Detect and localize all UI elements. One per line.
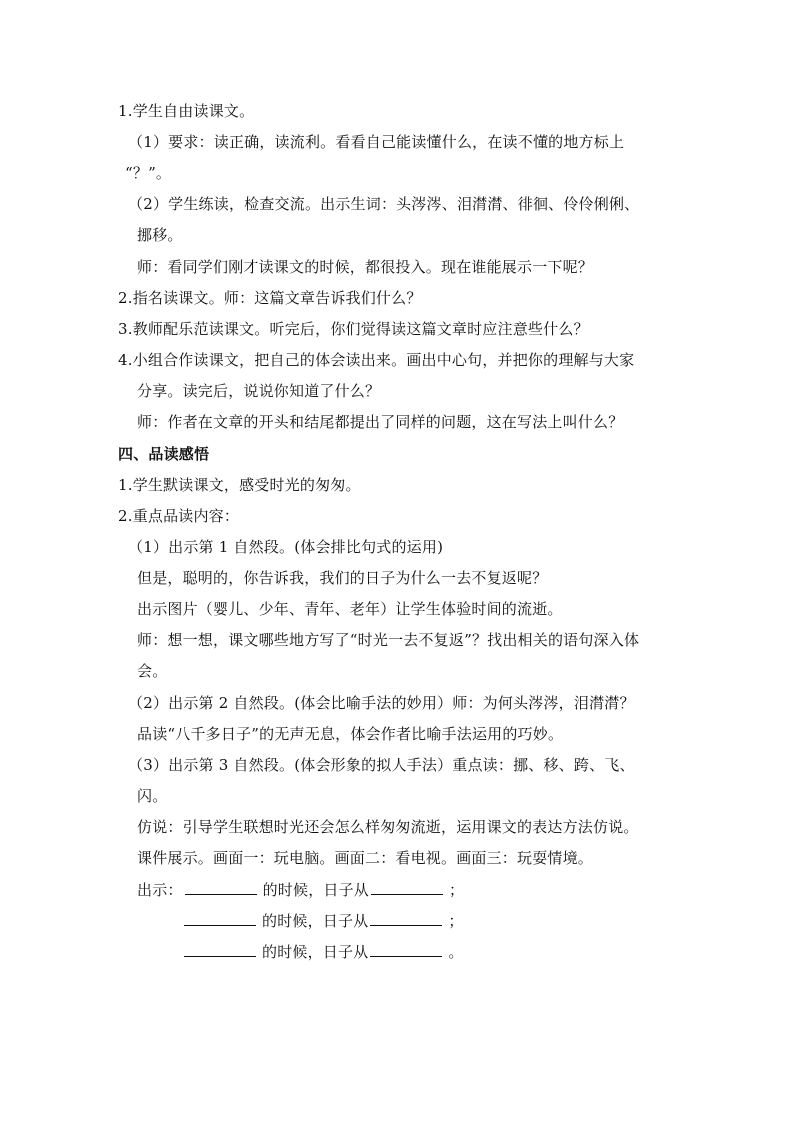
text-line-8: 3.教师配乐范读课文。听完后，你们觉得读这篇文章时应注意些什么？ [118,320,589,338]
text-line-22: （3）出示第 3 自然段。(体会形象的拟人手法）重点读：挪、移、跨、飞、 [128,756,635,774]
text-line-17: 出示图片（婴儿、少年、青年、老年）让学生体验时间的流逝。 [137,600,563,618]
text-line-3: “？”。 [125,164,172,182]
text-line-16: 但是，聪明的，你告诉我，我们的日子为什么一去不复返呢？ [137,569,548,587]
fill-in-middle: 的时候，日子从 [262,912,369,930]
text-line-23: 闪。 [137,787,168,805]
section-heading: 四、品读感悟 [118,445,210,463]
text-line-11: 师：作者在文章的开头和结尾都提出了同样的问题，这在写法上叫什么？ [137,413,624,431]
text-line-14: 2.重点品读内容： [118,507,240,525]
text-line-5: 挪移。 [137,226,183,244]
text-line-18: 师：想一想，课文哪些地方写了“时光一去不复返”？找出相关的语句深入体 [137,631,640,649]
fill-blank[interactable] [184,942,256,957]
text-line-9: 4.小组合作读课文，把自己的体会读出来。画出中心句，并把你的理解与大家 [118,351,635,369]
text-line-20: （2）出示第 2 自然段。(体会比喻手法的妙用）师：为何头涔涔，泪潸潸？ [128,694,635,712]
text-line-13: 1.学生默读课文，感受时光的匆匆。 [118,476,361,494]
fill-blank[interactable] [184,911,256,926]
text-line-25: 课件展示。画面一：玩电脑。画面二：看电视。画面三：玩耍情境。 [137,849,594,867]
text-line-10: 分享。读完后，说说你知道了什么？ [137,382,381,400]
text-line-1: 1.学生自由读课文。 [118,102,255,120]
fill-in-middle: 的时候，日子从 [262,881,370,899]
fill-blank[interactable] [371,880,443,895]
text-line-6: 师：看同学们刚才读课文的时候，都很投入。现在谁能展示一下呢？ [137,258,594,276]
text-line-19: 会。 [137,662,168,680]
text-line-21: 品读“八千多日子”的无声无息，体会作者比喻手法运用的巧妙。 [137,725,564,743]
text-line-24: 仿说：引导学生联想时光还会怎么样匆匆流逝，运用课文的表达方法仿说。 [137,818,639,836]
fill-in-line-2 [182,911,464,931]
fill-blank[interactable] [185,880,257,895]
fill-in-line-3 [182,942,464,962]
fill-in-end: 。 [448,943,464,961]
fill-in-middle: 的时候，日子从 [262,943,369,961]
fill-in-end: ； [448,912,464,930]
fill-in-end: ； [449,881,465,899]
text-line-4: （2）学生练读，检查交流。出示生词：头涔涔、泪潸潸、徘徊、伶伶俐俐、 [128,195,640,213]
fill-blank[interactable] [370,942,442,957]
fill-blank[interactable] [370,911,442,926]
fill-in-label: 出示： [137,881,183,899]
fill-in-line-1 [137,880,464,900]
text-line-2: （1）要求：读正确，读流利。看看自己能读懂什么，在读不懂的地方标上 [128,133,625,151]
text-line-7: 2.指名读课文。师：这篇文章告诉我们什么？ [118,289,422,307]
text-line-15: （1）出示第 1 自然段。(体会排比句式的运用) [128,538,444,556]
